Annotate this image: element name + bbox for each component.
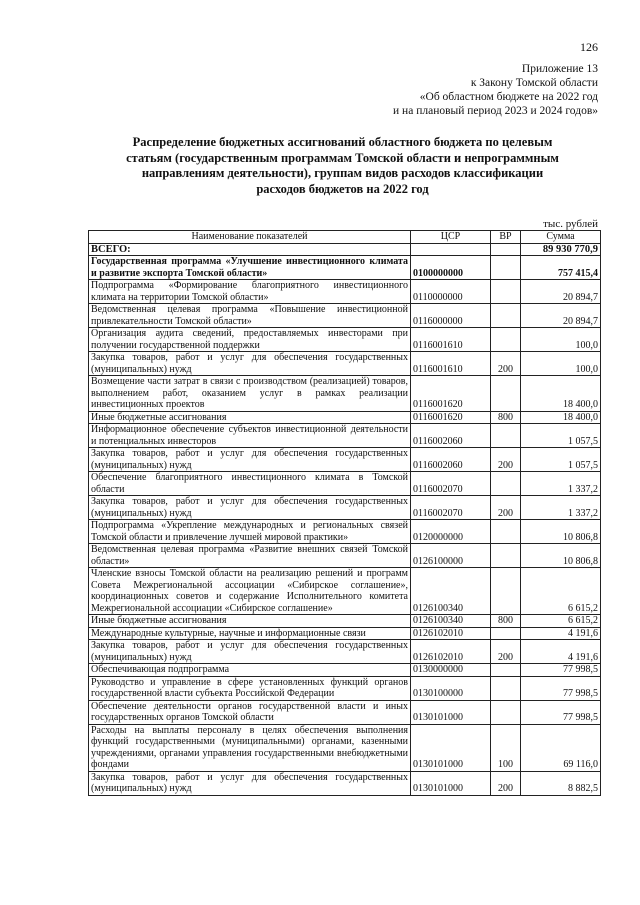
cell-sum: 4 191,6 [521, 640, 601, 664]
cell-name: ВСЕГО: [89, 243, 411, 256]
cell-name: Обеспечивающая подпрограмма [89, 664, 411, 677]
table-row [89, 615, 601, 628]
table-row [89, 424, 601, 448]
cell-vr: 200 [491, 448, 521, 472]
cell-csr: 0116000000 [411, 304, 491, 328]
table-row [89, 328, 601, 352]
cell-vr [491, 544, 521, 568]
cell-sum: 77 998,5 [521, 676, 601, 700]
cell-vr [491, 676, 521, 700]
cell-vr: 200 [491, 640, 521, 664]
cell-sum: 100,0 [521, 328, 601, 352]
cell-vr: 800 [491, 615, 521, 628]
cell-csr: 0100000000 [411, 256, 491, 280]
cell-vr [491, 376, 521, 412]
cell-csr: 0130100000 [411, 676, 491, 700]
column-header-vr: ВР [491, 231, 521, 244]
cell-csr: 0116002070 [411, 472, 491, 496]
cell-name: Обеспечение благоприятного инвестиционного климата в Томской области [89, 472, 411, 496]
table-body [89, 243, 601, 795]
table-row [89, 520, 601, 544]
cell-name: Расходы на выплаты персоналу в целях обеспечения выполнения функций государственными (муниципальными) органами, казенными учреждениями, органами управления государственными внебюджетными фондами [89, 724, 411, 771]
cell-name: Закупка товаров, работ и услуг для обеспечения государственных (муниципальных) нужд [89, 448, 411, 472]
cell-csr: 0116001610 [411, 352, 491, 376]
table-row [89, 568, 601, 615]
cell-sum: 69 116,0 [521, 724, 601, 771]
title-line: статьям (государственным программам Томской области и непрограммным [126, 150, 559, 165]
table-row [89, 627, 601, 640]
cell-csr: 0130101000 [411, 724, 491, 771]
cell-name: Закупка товаров, работ и услуг для обеспечения государственных (муниципальных) нужд [89, 640, 411, 664]
cell-csr: 0116002060 [411, 448, 491, 472]
cell-sum: 1 337,2 [521, 496, 601, 520]
appendix-line: «Об областном бюджете на 2022 год [419, 91, 598, 103]
cell-sum: 77 998,5 [521, 664, 601, 677]
cell-name: Закупка товаров, работ и услуг для обеспечения государственных (муниципальных) нужд [89, 496, 411, 520]
cell-vr [491, 568, 521, 615]
cell-name: Руководство и управление в сфере установленных функций органов государственной власти субъекта Российской Федерации [89, 676, 411, 700]
cell-sum: 10 806,8 [521, 544, 601, 568]
cell-vr: 100 [491, 724, 521, 771]
table-row [89, 640, 601, 664]
cell-sum: 10 806,8 [521, 520, 601, 544]
table-row [89, 411, 601, 424]
cell-sum: 6 615,2 [521, 568, 601, 615]
cell-name: Информационное обеспечение субъектов инвестиционной деятельности и потенциальных инвесторов [89, 424, 411, 448]
title-line: Распределение бюджетных ассигнований областного бюджета по целевым [132, 135, 553, 149]
cell-sum: 4 191,6 [521, 627, 601, 640]
cell-vr [491, 424, 521, 448]
cell-csr: 0126100000 [411, 544, 491, 568]
cell-vr [491, 627, 521, 640]
cell-name: Закупка товаров, работ и услуг для обеспечения государственных (муниципальных) нужд [89, 771, 411, 795]
units-label: тыс. рублей [543, 218, 598, 230]
cell-name: Членские взносы Томской области на реализацию решений и программ Совета Межрегиональной ассоциации «Сибирское соглашение», координационных советов и содержание Исполнительного комитета Межрегиональной ассоциации «Сибирское соглашение» [89, 568, 411, 615]
appendix-line: Приложение 13 [521, 63, 598, 75]
cell-name: Закупка товаров, работ и услуг для обеспечения государственных (муниципальных) нужд [89, 352, 411, 376]
cell-name: Ведомственная целевая программа «Развитие внешних связей Томской области» [89, 544, 411, 568]
cell-sum: 18 400,0 [521, 376, 601, 412]
page-number: 126 [580, 40, 598, 54]
title-line: направлениям деятельности), группам видов расходов классификации [141, 166, 544, 180]
cell-csr: 0126100340 [411, 615, 491, 628]
table-row [89, 724, 601, 771]
cell-vr: 200 [491, 771, 521, 795]
cell-vr [491, 472, 521, 496]
cell-name: Ведомственная целевая программа «Повышение инвестиционной привлекательности Томской области» [89, 304, 411, 328]
table-row [89, 496, 601, 520]
appendix-header [393, 62, 598, 118]
cell-vr: 800 [491, 411, 521, 424]
cell-csr: 0120000000 [411, 520, 491, 544]
table-row [89, 771, 601, 795]
table-row [89, 352, 601, 376]
table-row [89, 700, 601, 724]
cell-csr: 0116001620 [411, 411, 491, 424]
cell-name: Подпрограмма «Укрепление международных и региональных связей Томской области и привлечение лучшей мировой практики» [89, 520, 411, 544]
column-header-sum: Сумма [521, 231, 601, 244]
cell-vr: 200 [491, 352, 521, 376]
cell-sum: 89 930 770,9 [521, 243, 601, 256]
cell-sum: 757 415,4 [521, 256, 601, 280]
cell-vr [491, 700, 521, 724]
table-row [89, 448, 601, 472]
cell-csr [411, 243, 491, 256]
cell-csr: 0130101000 [411, 771, 491, 795]
table-row [89, 676, 601, 700]
cell-vr [491, 304, 521, 328]
cell-name: Обеспечение деятельности органов государственной власти и иных государственных органов Томской области [89, 700, 411, 724]
cell-name: Государственная программа «Улучшение инвестиционного климата и развитие экспорта Томской области» [89, 256, 411, 280]
cell-csr: 0130101000 [411, 700, 491, 724]
cell-vr [491, 256, 521, 280]
appendix-line: и на плановый период 2023 и 2024 годов» [393, 105, 598, 117]
cell-csr: 0126102010 [411, 627, 491, 640]
appendix-line: к Закону Томской области [470, 77, 598, 89]
cell-name: Организация аудита сведений, предоставляемых инвесторами при получении государственной поддержки [89, 328, 411, 352]
cell-vr [491, 328, 521, 352]
table-row [89, 243, 601, 256]
column-header-csr: ЦСР [411, 231, 491, 244]
cell-csr: 0116001610 [411, 328, 491, 352]
cell-sum: 100,0 [521, 352, 601, 376]
cell-name: Иные бюджетные ассигнования [89, 411, 411, 424]
cell-vr: 200 [491, 496, 521, 520]
table-row [89, 304, 601, 328]
cell-csr: 0116002070 [411, 496, 491, 520]
table-row [89, 256, 601, 280]
cell-sum: 8 882,5 [521, 771, 601, 795]
cell-sum: 1 057,5 [521, 424, 601, 448]
cell-name: Подпрограмма «Формирование благоприятного инвестиционного климата на территории Томской области» [89, 280, 411, 304]
table-header-row [89, 231, 601, 244]
cell-csr: 0116002060 [411, 424, 491, 448]
cell-name: Возмещение части затрат в связи с производством (реализацией) товаров, выполнением работ, оказанием услуг в рамках реализации инвестиционных проектов [89, 376, 411, 412]
cell-csr: 0110000000 [411, 280, 491, 304]
cell-csr: 0126100340 [411, 568, 491, 615]
table-row [89, 472, 601, 496]
cell-sum: 20 894,7 [521, 304, 601, 328]
cell-sum: 1 337,2 [521, 472, 601, 496]
table-row [89, 664, 601, 677]
cell-sum: 77 998,5 [521, 700, 601, 724]
cell-vr [491, 664, 521, 677]
document-title [80, 135, 605, 197]
cell-sum: 20 894,7 [521, 280, 601, 304]
cell-sum: 18 400,0 [521, 411, 601, 424]
cell-sum: 6 615,2 [521, 615, 601, 628]
cell-csr: 0116001620 [411, 376, 491, 412]
budget-table [88, 230, 601, 796]
table-row [89, 280, 601, 304]
table-row [89, 544, 601, 568]
column-header-name: Наименование показателей [89, 231, 411, 244]
cell-vr [491, 243, 521, 256]
table-row [89, 376, 601, 412]
cell-vr [491, 520, 521, 544]
cell-name: Иные бюджетные ассигнования [89, 615, 411, 628]
title-line: расходов бюджетов на 2022 год [256, 181, 429, 196]
cell-vr [491, 280, 521, 304]
cell-sum: 1 057,5 [521, 448, 601, 472]
cell-name: Международные культурные, научные и информационные связи [89, 627, 411, 640]
cell-csr: 0126102010 [411, 640, 491, 664]
cell-csr: 0130000000 [411, 664, 491, 677]
